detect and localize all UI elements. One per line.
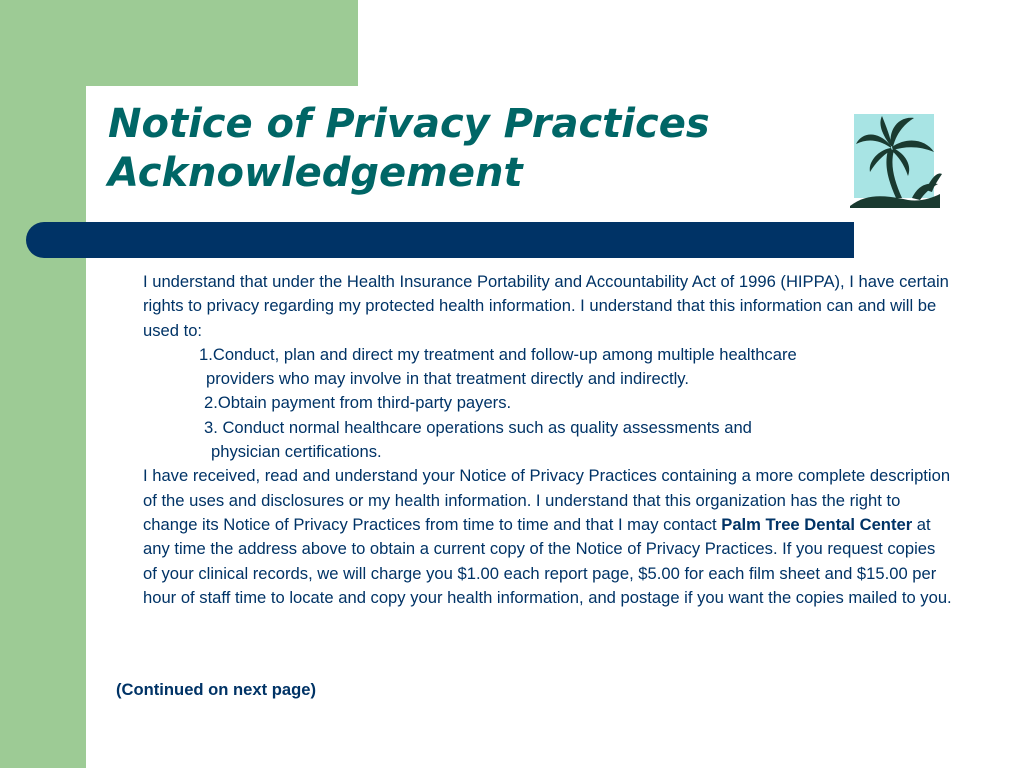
list-item: [143, 343, 953, 392]
intro-paragraph: I understand that under the Health Insurance Portability and Accountability Act of 1996 (HIPPA), I have certain rights to privacy regarding my protected health information. I understand that this information can and will be used to:: [143, 272, 949, 340]
green-top-band: [86, 0, 358, 86]
list-item-1-line-b: providers who may involve in that treatment directly and indirectly.: [206, 369, 689, 389]
slide-title: [108, 100, 828, 198]
list-item: [143, 416, 953, 465]
green-side-band: [0, 0, 86, 768]
acknowledgement-paragraph: [143, 464, 953, 610]
ack-text-after: at any time the address above to obtain a current copy of the Notice of Privacy Practices. If you request copies of your clinical records, we will charge you $1.00 each report page, $5.00 for each film sheet and $15.00 per hour of staff time to locate and copy your health information, and postage if you want the copies mailed to you.: [143, 514, 952, 607]
palm-tree-icon: [848, 110, 944, 210]
list-item-2: 2.Obtain payment from third-party payers.: [204, 393, 512, 413]
continued-note: (Continued on next page): [116, 680, 317, 699]
list-item-3-line-b: physician certifications.: [211, 442, 382, 462]
title-line-2: Acknowledgement: [108, 150, 523, 196]
list-item-1-line-a: 1.Conduct, plan and direct my treatment and follow-up among multiple healthcare: [199, 344, 797, 364]
list-item-3-line-a: 3. Conduct normal healthcare operations such as quality assessments and: [204, 417, 752, 437]
ack-text-before: I have received, read and understand your Notice of Privacy Practices containing a more complete description of the uses and disclosures or my health information. I understand that this organization has the right to change its Notice of Privacy Practices from time to time and that I may contact: [143, 466, 951, 534]
organization-name: Palm Tree Dental Center: [721, 514, 913, 534]
notice-body: [143, 270, 953, 610]
list-item: [143, 391, 953, 415]
title-divider-bar: [26, 222, 854, 258]
title-line-1: Notice of Privacy Practices: [108, 101, 710, 147]
